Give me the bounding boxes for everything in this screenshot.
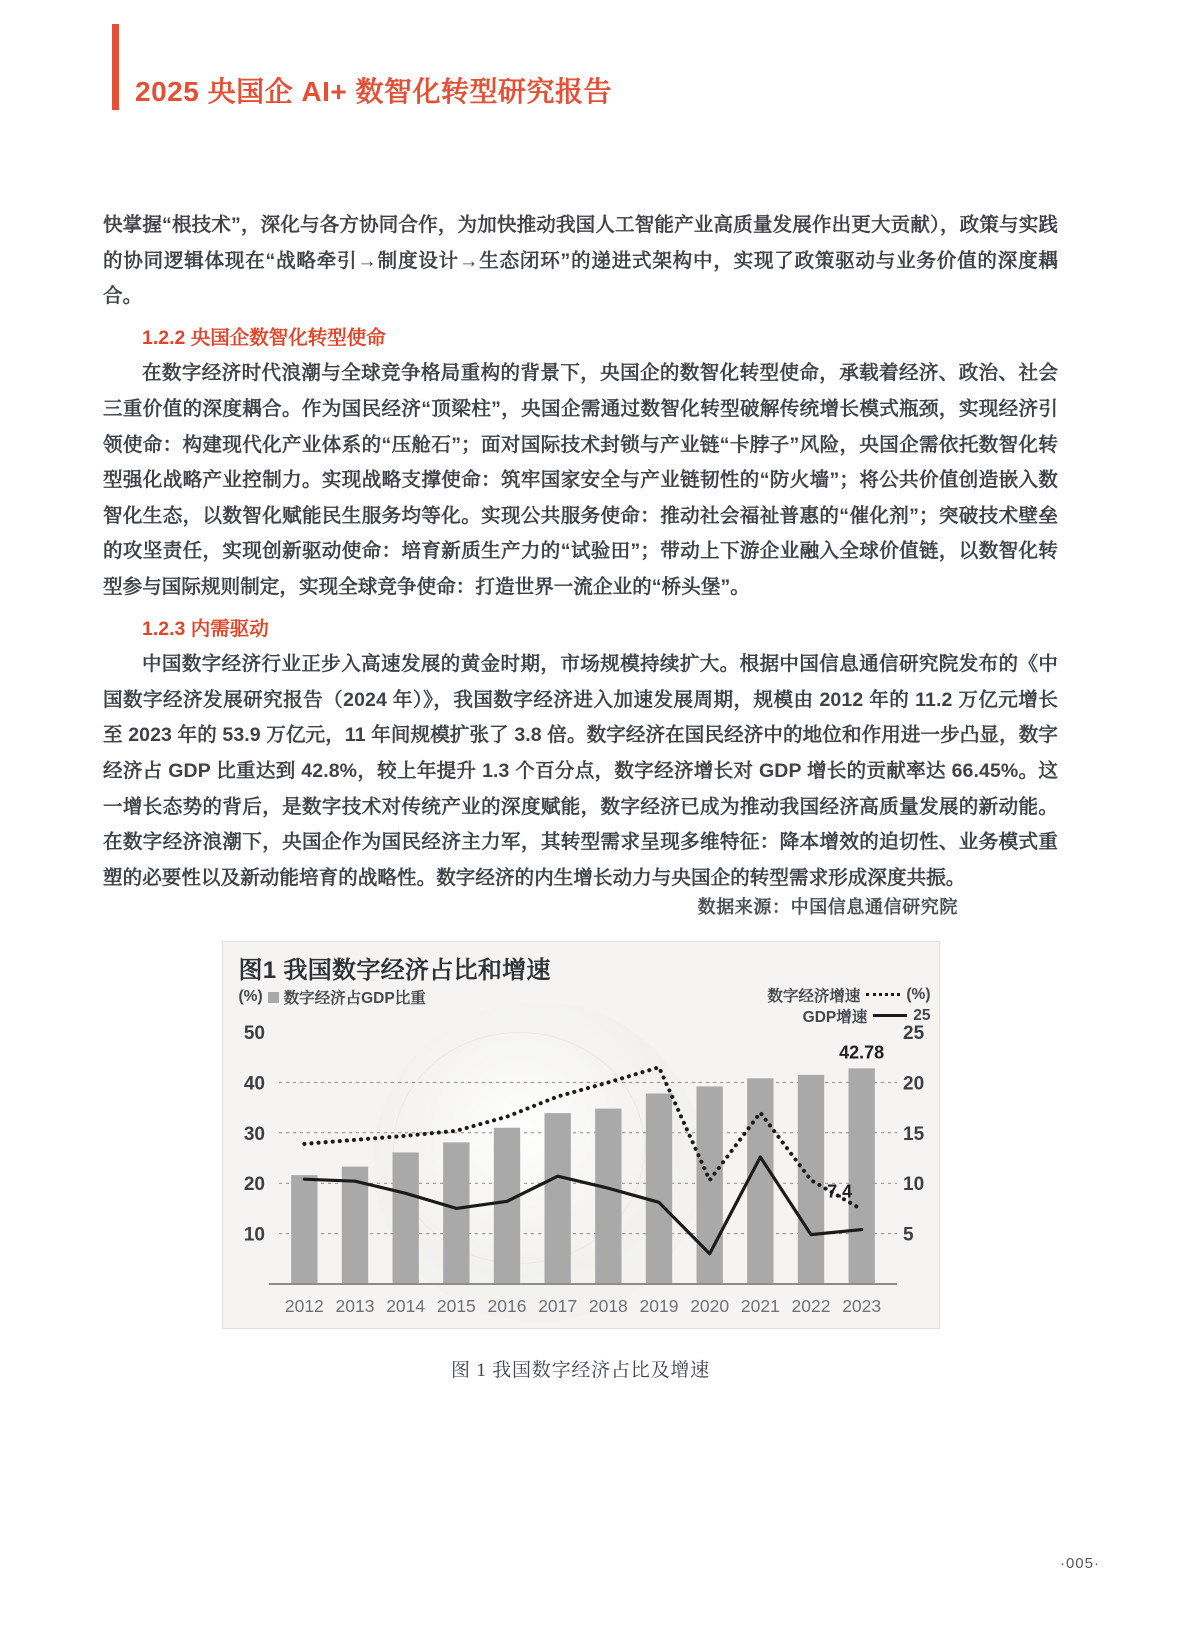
x-axis-label: 2014	[385, 1296, 425, 1316]
paragraph-mission: 在数字经济时代浪潮与全球竞争格局重构的背景下，央国企的数智化转型使命，承载着经济、政治、社会三重价值的深度耦合。作为国民经济“顶梁柱”，央国企需通过数智化转型破解传统增长模式瓶颈，实现经济引领使命：构建现代化产业体系的“压舱石”；面对国际技术封锁与产业链“卡脖子”风险，央国企需依托数智化转型强化战略产业控制力。实现战略支撑使命：筑牢国家安全与产业链韧性的“防火墙”；将公共价值创造嵌入数智化生态，以数智化赋能民生服务均等化。实现公共服务使命：推动社会福祉普惠的“催化剂”；突破技术壁垒的攻坚责任，实现创新驱动使命：培育新质生产力的“试验田”；带动上下游企业融入全球价值链，以数智化转型参与国际规则制定，实现全球竞争使命：打造世界一流企业的“桥头堡”。	[103, 362, 1058, 598]
paragraph-intro: 快掌握“根技术”，深化与各方协同合作，为加快推动我国人工智能产业高质量发展作出更大贡献），政策与实践的协同逻辑体现在“战略牵引→制度设计→生态闭环”的递进式架构中，实现了政策驱动与业务价值的深度耦合。	[103, 214, 1058, 308]
right-axis-unit-label: (%)	[906, 985, 931, 1003]
chart-bar	[747, 1078, 773, 1284]
right-axis-tick: 20	[902, 1073, 924, 1095]
x-axis-label: 2021	[740, 1296, 780, 1316]
x-axis-label: 2019	[639, 1296, 678, 1316]
chart-figure-1	[222, 941, 940, 1329]
chart-bar	[291, 1175, 317, 1284]
x-axis-label: 2017	[537, 1296, 577, 1316]
figure-data-source: 数据来源：中国信息通信研究院	[697, 897, 958, 917]
heading-1-2-3: 1.2.3 内需驱动	[142, 617, 269, 640]
chart-plot-area	[223, 1014, 940, 1329]
report-title: 2025 央国企 AI+ 数智化转型研究报告	[135, 76, 612, 107]
chart-bar	[848, 1068, 874, 1284]
chart-title: 图1 我国数字经济占比和增速	[238, 957, 551, 984]
right-axis-tick: 5	[902, 1224, 914, 1246]
x-axis-label: 2022	[791, 1296, 830, 1316]
left-axis-unit-label: (%)	[238, 988, 263, 1005]
paragraph-domestic-demand: 中国数字经济行业正步入高速发展的黄金时期，市场规模持续扩大。根据中国信息通信研究院发布的《中国数字经济发展研究报告（2024 年）》，我国数字经济进入加速发展周期，规模由 2012 年的 11.2 万亿元增长至 2023 年的 53.9 万亿元，11 年间规模扩张了 3.8 倍。数字经济在国民经济中的地位和作用进一步凸显，数字经济占 GDP 比重达到 42.8%，较上年提升 1.3 个百分点，数字经济增长对 GDP 增长的贡献率达 66.45%。这一增长态势的背后，是数字技术对传统产业的深度赋能，数字经济已成为推动我国经济高质量发展的新动能。在数字经济浪潮下，央国企作为国民经济主力军，其转型需求呈现多维特征：降本增效的迫切性、业务模式重塑的必要性以及新动能培育的战略性。数字经济的内生增长动力与央国企的转型需求形成深度共振。	[103, 653, 1058, 889]
x-axis-label: 2023	[841, 1296, 881, 1316]
chart-bar	[797, 1075, 823, 1284]
x-axis-label: 2015	[436, 1296, 476, 1316]
legend-entry-dotted	[767, 984, 930, 1005]
x-axis-label: 2016	[487, 1296, 526, 1316]
chart-svg	[223, 1014, 940, 1329]
chart-bar	[493, 1128, 519, 1284]
legend-label-bar: 数字经济占GDP比重	[283, 990, 426, 1007]
x-axis-label: 2018	[588, 1296, 628, 1316]
left-axis-tick: 20	[243, 1174, 265, 1196]
x-axis-label: 2013	[335, 1296, 374, 1316]
legend-bar-swatch-icon	[268, 992, 279, 1003]
legend-label-dotted: 数字经济增速	[767, 987, 861, 1005]
left-axis-tick: 30	[243, 1123, 265, 1145]
left-axis-tick: 10	[243, 1224, 265, 1246]
chart-bar	[595, 1109, 621, 1284]
page-header	[0, 0, 1200, 150]
right-axis-top-tick: 25	[913, 1006, 931, 1024]
chart-bar	[392, 1152, 418, 1284]
chart-legend-left	[239, 986, 426, 1008]
legend-dotted-line-icon	[866, 993, 900, 996]
data-label: 7.4	[826, 1181, 852, 1202]
chart-line-solid	[304, 1157, 861, 1254]
chart-bar	[544, 1113, 570, 1284]
right-axis-tick: 15	[902, 1123, 924, 1145]
header-accent-bar	[112, 24, 119, 110]
left-axis-tick: 50	[243, 1023, 265, 1044]
figure-block	[103, 893, 1058, 1382]
document-body	[103, 208, 1058, 896]
right-axis-tick: 25	[902, 1023, 924, 1044]
chart-bar	[645, 1093, 671, 1284]
x-axis-label: 2012	[284, 1296, 324, 1316]
legend-label-solid: GDP增速	[802, 1008, 868, 1026]
figure-caption: 图 1 我国数字经济占比及增速	[450, 1360, 710, 1381]
heading-1-2-2: 1.2.2 央国企数智化转型使命	[142, 326, 386, 349]
data-label: 42.78	[838, 1042, 884, 1063]
chart-bar	[443, 1142, 469, 1284]
x-axis-label: 2020	[689, 1296, 729, 1316]
right-axis-tick: 10	[902, 1174, 924, 1196]
page-number: ·005·	[1059, 1555, 1100, 1572]
left-axis-tick: 40	[243, 1073, 265, 1095]
